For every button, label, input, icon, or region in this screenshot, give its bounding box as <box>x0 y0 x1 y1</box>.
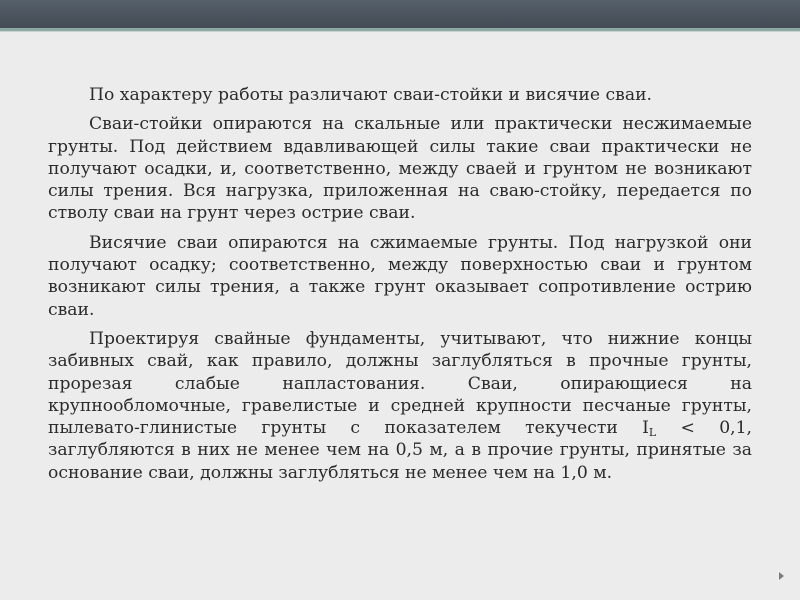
paragraph-friction-piles: Висячие сваи опираются на сжимаемые грунты. Под нагрузкой они получают осадку; соответственно, между поверхностью сваи и грунтом возникают силы трения, а также грунт оказывает сопротивление острию сваи. <box>48 232 752 320</box>
paragraph-text-part-1: Проектируя свайные фундаменты, учитывают, что нижние концы забивных свай, как правило, должны заглубляться в прочные грунты, прорезая слабые напластования. Сваи, опирающиеся на крупнообломочные, гравелистые и средней крупности песчаные грунты, пылевато-глинистые грунты с показателем текучести I <box>48 328 752 439</box>
paragraph-pile-types: По характеру работы различают сваи-стойки и висячие сваи. <box>89 85 652 105</box>
paragraph-text-part-2: < 0,1, заглубляются в них не менее чем на 0,5 м, а в прочие грунты, принятые за основание сваи, должны заглубляться не менее чем на 1,0 м. <box>48 418 752 483</box>
slide-header-bar <box>0 0 800 28</box>
paragraph-pile-foundation-design <box>48 328 752 484</box>
paragraph-end-bearing-piles: Сваи-стойки опираются на скальные или практически несжимаемые грунты. Под действием вдавливающей силы такие сваи практически не получают осадки, и, соответственно, между сваей и грунтом не возникают силы трения. Вся нагрузка, приложенная на сваю-стойку, передается по стволу сваи на грунт через острие сваи. <box>48 114 752 224</box>
slide-corner-arrow-icon <box>779 572 784 580</box>
header-accent-line-thin <box>0 31 800 32</box>
slide-body <box>48 84 752 491</box>
subscript-l: L <box>648 426 657 440</box>
